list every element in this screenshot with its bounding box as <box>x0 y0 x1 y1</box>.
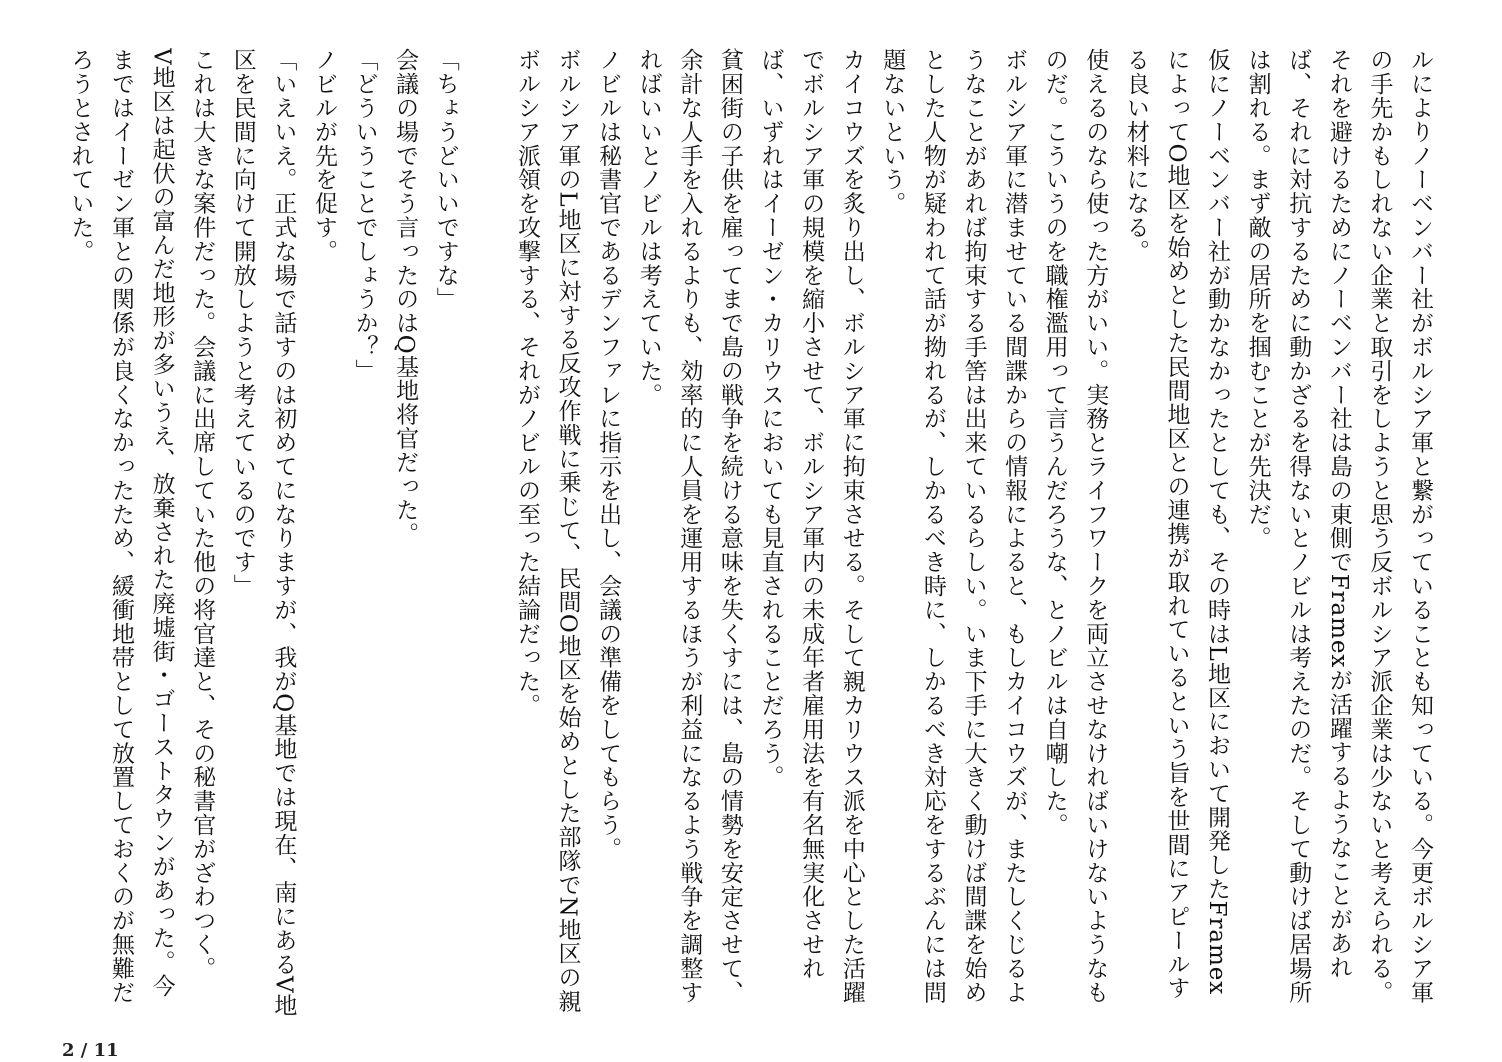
paragraph: ボルシア軍のL地区に対する反攻作戦に乗じて、民間O地区を始めとした部隊でN地区の親ボルシア派領を攻撃する、それがノビルの至った結論だった。 <box>513 48 581 1014</box>
paragraph: 使えるのなら使った方がいい。実務とライフワークを両立させなければいけないようなものだ。こういうのを職権濫用って言うんだろうな、とノビルは自嘲した。 <box>1041 48 1109 1004</box>
paragraph: 会議の場でそう言ったのはQ基地将官だった。 <box>392 48 419 546</box>
paragraph: V地区は起伏の富んだ地形が多いうえ、放棄された廃墟街・ゴーストタウンがあった。今まではイーゼン軍との関係が良くなかったため、緩衝地帯として放置しておくのが無難だろうとされていた。 <box>67 48 175 1004</box>
paragraph: ボルシア軍に潜ませている間諜からの情報によると、もしカイコウズが、またしくじるようなことがあれば拘束する手筈は出来ているらしい。いま下手に大きく動けば間諜を始めとした人物が疑われて話が拗れるが、しかるべき時に、しかるべき対応をするぶんには問題ないという。 <box>879 48 1028 1004</box>
vertical-text-body <box>48 48 1440 1018</box>
paragraph: ルによりノーベンバー社がボルシア軍と繋がっていることも知っている。今更ボルシア軍の手先かもしれない企業と取引をしようと思う反ボルシア派企業は少ないと考えられる。 <box>1366 48 1433 1004</box>
paragraph: これは大きな案件だった。会議に出席していた他の将官達と、その秘書官がざわつく。 <box>189 48 216 981</box>
paragraph-spacer <box>466 48 507 1018</box>
dialogue-line: 「いえいえ。正式な場で話すのは初めてになりますが、我がQ基地では現在、南にあるV地区を民間に向けて開放しようと考えているのです」 <box>229 48 297 1018</box>
paragraph: 仮にノーベンバー社が動かなかったとしても、その時はL地区において開発したFramexによってO地区を始めとした民間地区との連携が取れているという旨を世間にアピールする良い材料になる。 <box>1122 48 1231 1000</box>
paragraph: ノビルは秘書官であるデンファレに指示を出し、会議の準備をしてもらう。 <box>595 48 622 861</box>
paragraph: 貧困街の子供を雇ってまで島の戦争を続ける意味を失くすには、島の情勢を安定させて、余計な人手を入れるよりも、効率的に人員を運用するほうが利益になるよう戦争を調整すればいいとノビルは考えていた。 <box>635 48 743 1004</box>
paragraph: カイコウズを炙り出し、ボルシア軍に拘束させる。そして親カリウス派を中心とした活躍でボルシア軍の規模を縮小させて、ボルシア軍内の未成年者雇用法を有名無実化させれば、いずれはイーゼン・カリウスにおいても見直されることだろう。 <box>757 48 865 1004</box>
page-number: 2 / 11 <box>62 1040 119 1061</box>
dialogue-line: 「ちょうどいいですな」 <box>432 48 459 311</box>
paragraph: ノビルが先を促す。 <box>310 48 337 264</box>
dialogue-line: 「どういうことでしょうか？」 <box>351 48 378 383</box>
paragraph: それを避けるためにノーベンバー社は島の東側でFramexが活躍するようなことがあれば、それに対抗するために動かざるを得ないとノビルは考えたのだ。そして動けば居場所は割れる。まず敵の居所を掴むことが先決だ。 <box>1244 48 1352 1004</box>
